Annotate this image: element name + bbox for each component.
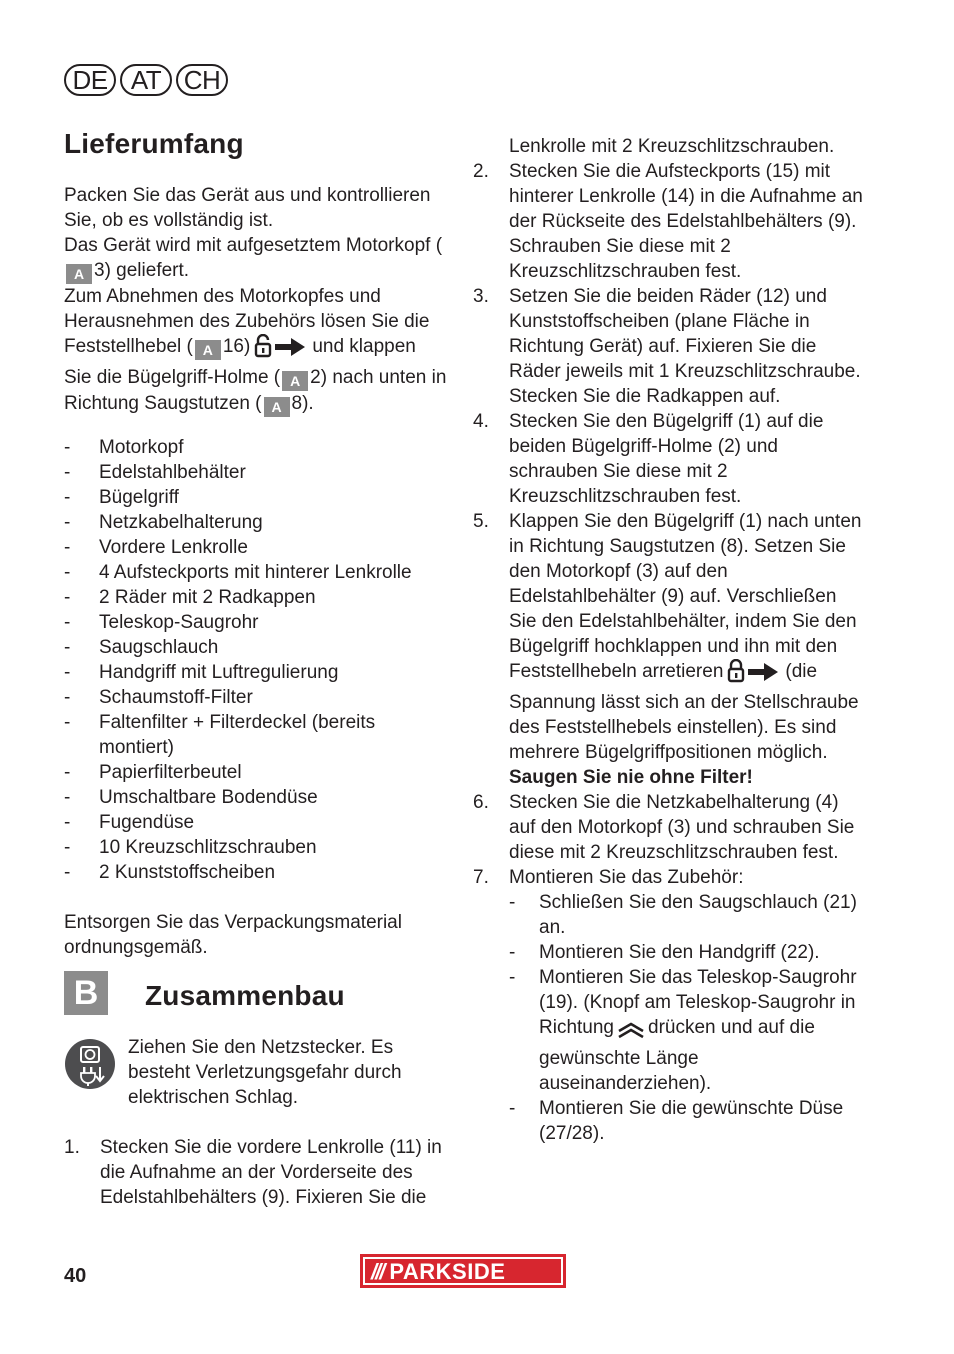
list-item: - Handgriff mit Luftregulierung [64, 660, 448, 685]
step-item: 6. Stecken Sie die Netzkabelhalterung (4) auf den Motorkopf (3) und schrauben Sie diese mit 2 Kreuzschlitzschrauben fest. [473, 792, 855, 863]
intro-paragraph-1: Packen Sie das Gerät aus und kontrollieren Sie, ob es vollständig ist. [64, 185, 431, 231]
intro-paragraph-3: Zum Abnehmen des Motorkopfes und Herausnehmen des Zubehörs lösen Sie die Feststellhebel ( A 16) und klappen Sie die Bügelgriff-Holme ( A 2) nach unten in Richtung Saugstutzen ( A 8). [64, 286, 447, 415]
list-item: - Fugendüse [64, 810, 448, 835]
country-badge-de: DE [64, 64, 116, 96]
sublist-item: - Montieren Sie das Teleskop-Saugrohr (19). (Knopf am Teleskop-Saugrohr in Richtung drücken und auf die gewünschte Länge auseinanderziehen). [509, 965, 865, 1096]
figure-a-badge: A [195, 340, 221, 360]
step-item: 2. Stecken Sie die Aufsteckports (15) mit hinterer Lenkrolle (14) in die Aufnahme an der Rückseite des Edelstahlbehälters (9). Schrauben Sie diese mit 2 Kreuzschlitzschrauben fest. [473, 161, 863, 282]
step-item: 3. Setzen Sie die beiden Räder (12) und Kunststoffscheiben (plane Fläche in Richtung Gerät) auf. Fixieren Sie die Räder jeweils mit 1 Kreuzschlitzschraube. Stecken Sie die Radkappen auf. [473, 286, 861, 407]
list-item: - Teleskop-Saugrohr [64, 610, 448, 635]
list-item: - Saugschlauch [64, 635, 448, 660]
list-item: - Vordere Lenkrolle [64, 535, 448, 560]
unlock-arrow-icon [253, 334, 309, 365]
list-item: - Umschaltbare Bodendüse [64, 785, 448, 810]
unplug-warning-icon [64, 1038, 116, 1097]
page-number: 40 [64, 1265, 87, 1287]
list-item: - Edelstahlbehälter [64, 460, 448, 485]
figure-a-badge: A [66, 264, 92, 284]
step-item: 7. Montieren Sie das Zubehör: - Schließen Sie den Saugschlauch (21) an. - Montieren Sie den Handgriff (22). - Montieren Sie das Teleskop-Saugrohr (19). (Knopf am Teleskop-Saugrohr in Richtung drücken und auf die gewünschte Länge auseinanderziehen). - Montieren Sie die gewünschte Düse (27/28). [473, 865, 865, 1146]
disposal-note: Entsorgen Sie das Verpackungsmaterial ordnungsgemäß. [64, 912, 402, 958]
lock-arrow-icon [726, 659, 782, 690]
step-item: 1. Stecken Sie die vordere Lenkrolle (11) in die Aufnahme an der Vorderseite des Edelstahlbehälters (9). Fixieren Sie die [64, 1137, 442, 1208]
list-item: - 10 Kreuzschlitzschrauben [64, 835, 448, 860]
section-b-marker: B [64, 971, 108, 1015]
list-item: - 2 Räder mit 2 Radkappen [64, 585, 448, 610]
list-item: - Bügelgriff [64, 485, 448, 510]
list-item: - Motorkopf [64, 435, 448, 460]
section-title-lieferumfang: Lieferumfang [64, 128, 244, 159]
list-item: - Netzkabelhalterung [64, 510, 448, 535]
double-chevron-up-icon [617, 1021, 645, 1046]
sublist-item: - Montieren Sie den Handgriff (22). [509, 940, 865, 965]
list-item: - Faltenfilter + Filterdeckel (bereits montiert) [64, 710, 448, 760]
list-item: - 4 Aufsteckports mit hinterer Lenkrolle [64, 560, 448, 585]
list-item: - Papierfilterbeutel [64, 760, 448, 785]
intro-text [64, 183, 448, 417]
country-badges [64, 64, 228, 96]
step-item: 4. Stecken Sie den Bügelgriff (1) auf die beiden Bügelgriff-Holme (2) und schrauben Sie diese mit 2 Kreuzschlitzschrauben fest. [473, 411, 824, 507]
figure-a-badge: A [264, 397, 290, 417]
sublist-item: - Montieren Sie die gewünschte Düse (27/28). [509, 1096, 865, 1146]
country-badge-at: AT [120, 64, 172, 96]
intro-paragraph-2: Das Gerät wird mit aufgesetztem Motorkopf (A 3) geliefert. [64, 235, 443, 282]
assembly-steps-right [473, 159, 865, 1146]
filter-warning: Saugen Sie nie ohne Filter! [509, 767, 753, 788]
sublist-item: - Schließen Sie den Saugschlauch (21) an. [509, 890, 865, 940]
step1-continuation: Lenkrolle mit 2 Kreuzschlitzschrauben. [509, 136, 835, 157]
delivery-list [64, 435, 448, 885]
accessory-sublist [509, 890, 865, 1146]
list-item: - 2 Kunststoffscheiben [64, 860, 448, 885]
country-badge-ch: CH [176, 64, 228, 96]
figure-a-badge: A [282, 371, 308, 391]
section-title-zusammenbau: Zusammenbau [145, 980, 345, 1011]
step-item: 5. Klappen Sie den Bügelgriff (1) nach unten in Richtung Saugstutzen (8). Setzen Sie den Motorkopf (3) auf den Edelstahlbehälter (9) auf. Verschließen Sie den Edelstahlbehälter, indem Sie den Bügelgriff hochklappen und ihn mit den Feststellhebeln arretieren (die Spannung lässt sich an der Stellschraube des Feststellhebels einstellen). Es sind mehrere Bügelgriffpositionen möglich. Saugen Sie nie ohne Filter! [473, 511, 862, 788]
assembly-steps-left [64, 1135, 448, 1210]
list-item: - Schaumstoff-Filter [64, 685, 448, 710]
parkside-logo: /// PARKSIDE [360, 1254, 566, 1288]
warning-text: Ziehen Sie den Netzstecker. Es besteht Verletzungsgefahr durch elektrischen Schlag. [128, 1037, 402, 1108]
